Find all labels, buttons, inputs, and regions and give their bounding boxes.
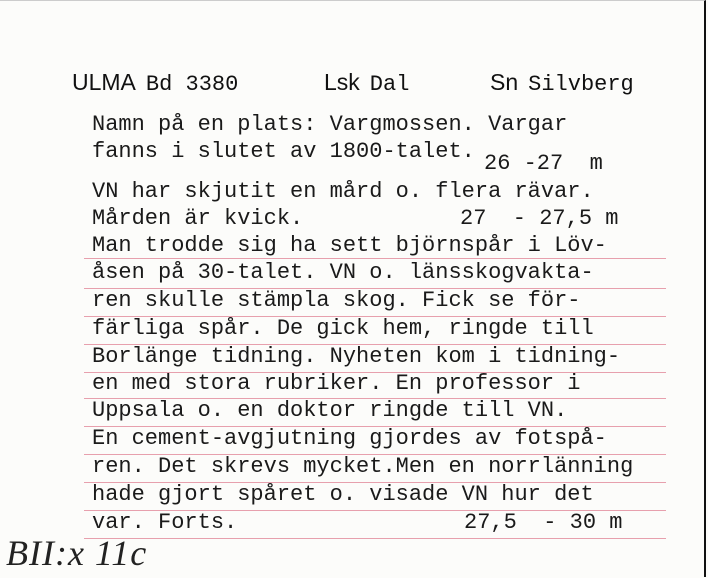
- text-line-1: Namn på en plats: Vargmossen. Vargar: [92, 112, 568, 137]
- text-line-11: Uppsala o. en doktor ringde till VN.: [92, 398, 568, 423]
- text-line-10: en med stora rubriker. En professor i: [92, 371, 581, 396]
- depth-range-3: 27,5 - 30 m: [464, 510, 623, 535]
- text-line-4: Mården är kvick.: [92, 206, 304, 231]
- ulma-field: [72, 62, 238, 102]
- text-line-2: fanns i slutet av 1800-talet.: [92, 139, 475, 164]
- depth-range-2: 27 - 27,5 m: [460, 206, 619, 231]
- sn-label: Sn: [490, 69, 519, 95]
- text-line-13: ren. Det skrevs mycket.Men en norrlänning: [92, 454, 634, 479]
- text-line-14: hade gjort spåret o. visade VN hur det: [92, 482, 594, 507]
- handwritten-classification-note: BII:x 11c: [6, 533, 148, 573]
- depth-range-1: 26 -27 m: [484, 151, 603, 176]
- lsk-field: [324, 62, 409, 102]
- sn-value: Silvberg: [528, 72, 634, 97]
- ruled-line: [84, 538, 666, 539]
- lsk-value: Dal: [369, 72, 410, 97]
- text-line-3: VN har skjutit en mård o. flera rävar.: [92, 179, 594, 204]
- text-line-5: Man trodde sig ha sett björnspår i Löv-: [92, 233, 607, 258]
- lsk-label: Lsk: [324, 69, 360, 95]
- ulma-label: ULMA: [72, 69, 136, 95]
- text-line-6: åsen på 30-talet. VN o. länsskogvakta-: [92, 260, 594, 285]
- text-line-7: ren skulle stämpla skog. Fick se för-: [92, 288, 581, 313]
- text-line-9: Borlänge tidning. Nyheten kom i tidning-: [92, 344, 621, 369]
- text-line-15: var. Forts.: [92, 510, 238, 535]
- text-line-8: färliga spår. De gick hem, ringde till: [92, 316, 594, 341]
- ulma-value: Bd 3380: [145, 72, 239, 97]
- sn-field: [490, 62, 634, 102]
- text-line-12: En cement-avgjutning gjordes av fotspå-: [92, 426, 607, 451]
